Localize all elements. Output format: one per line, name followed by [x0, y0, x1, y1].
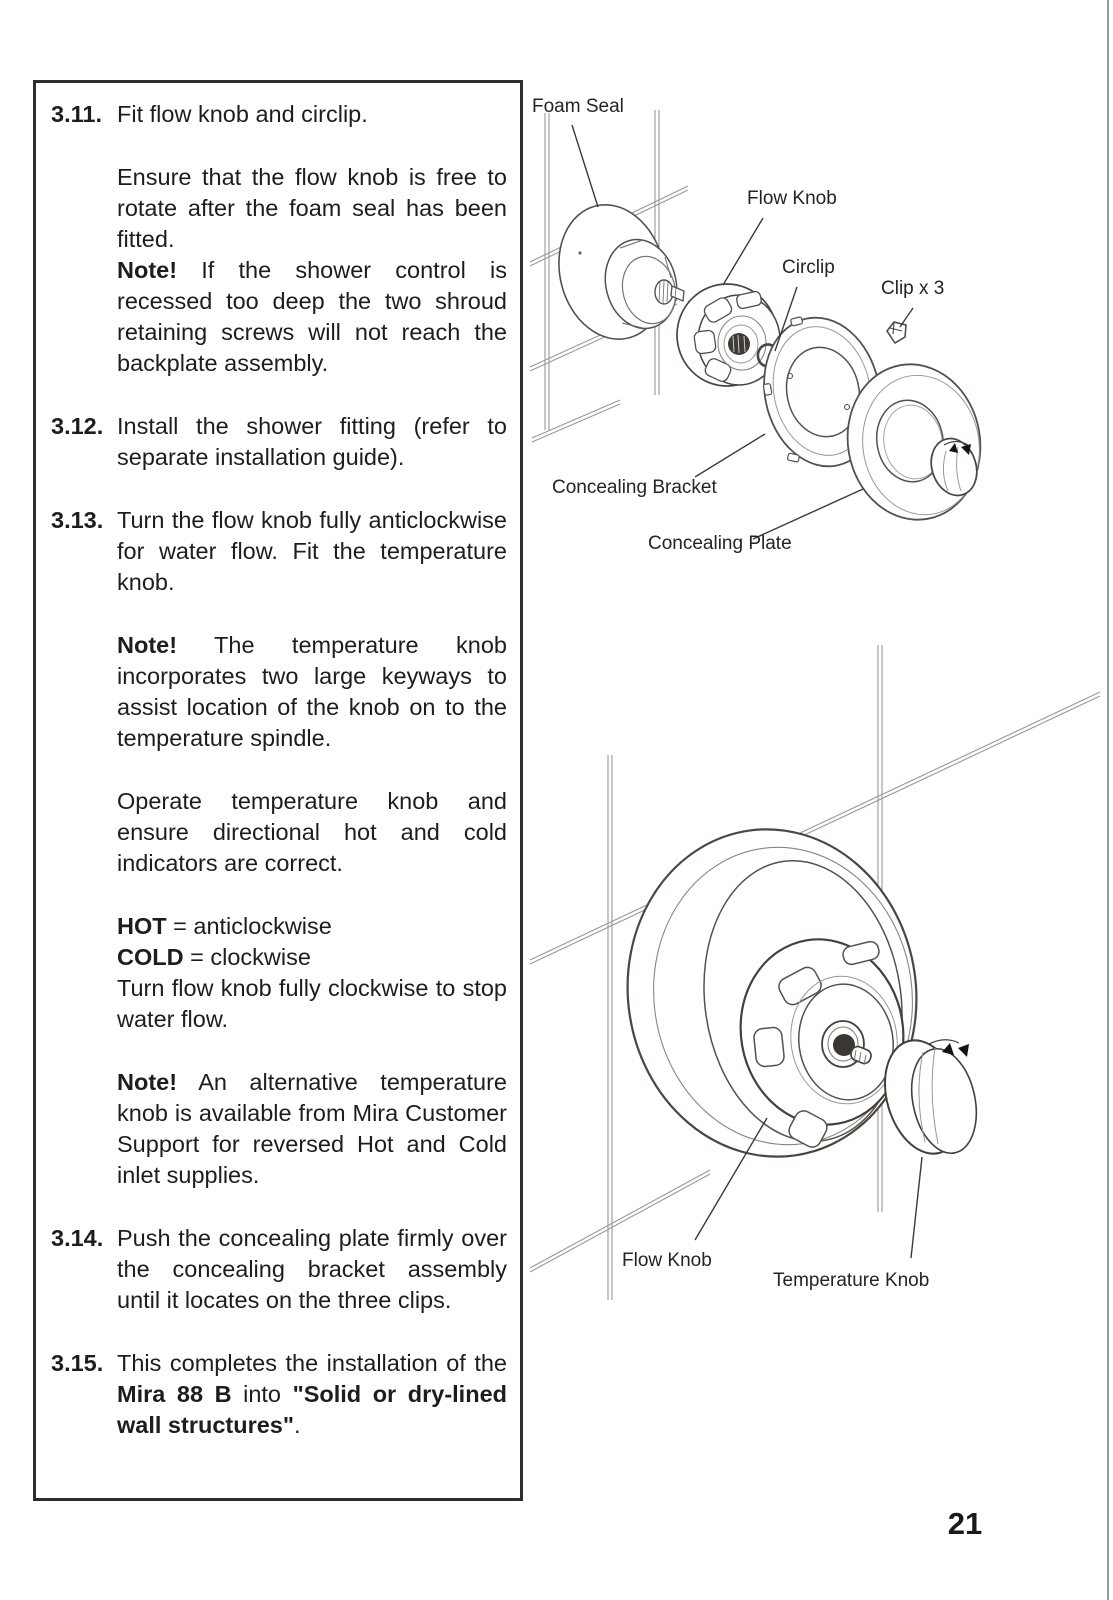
item-number: 3.12.	[51, 413, 104, 439]
hot-direction-line: HOT = anticlockwise	[117, 913, 332, 939]
item-note: Note! If the shower control is recessed too deep the two shroud retaining screws will not reach the backplate assembly.	[117, 257, 507, 376]
item-number: 3.14.	[51, 1225, 104, 1251]
label-temperature-knob: Temperature Knob	[773, 1270, 930, 1291]
label-foam-seal: Foam Seal	[532, 96, 624, 117]
item-body	[117, 1348, 507, 1441]
instruction-item-3-11	[51, 99, 510, 379]
item-paragraph: Turn the flow knob fully anticlockwise for water flow. Fit the temperature knob.	[117, 507, 507, 595]
item-body	[117, 1223, 507, 1316]
cold-direction-line: COLD = clockwise	[117, 944, 311, 970]
item-paragraph: Ensure that the flow knob is free to rotate after the foam seal has been fitted.	[117, 164, 507, 252]
clip-part	[887, 322, 906, 343]
assembled-view-drawing	[525, 600, 1113, 1320]
instruction-item-3-14	[51, 1223, 510, 1316]
label-flow-knob: Flow Knob	[622, 1250, 712, 1271]
item-paragraph: Push the concealing plate firmly over the concealing bracket assembly until it locates on the three clips.	[117, 1225, 507, 1313]
item-paragraph: Fit flow knob and circlip.	[117, 101, 368, 127]
label-concealing-plate: Concealing Plate	[648, 533, 792, 554]
item-body	[117, 505, 507, 1191]
label-circlip: Circlip	[782, 257, 835, 278]
page-number: 21	[947, 1506, 983, 1541]
assembled-view-diagram	[525, 600, 1113, 1320]
label-flow-knob: Flow Knob	[747, 188, 837, 209]
item-paragraph: Operate temperature knob and ensure directional hot and cold indicators are correct.	[117, 788, 507, 876]
item-number: 3.13.	[51, 507, 104, 533]
label-concealing-bracket: Concealing Bracket	[552, 477, 717, 498]
instruction-box	[33, 80, 523, 1501]
page-edge-line	[1107, 0, 1109, 1600]
item-body	[117, 411, 507, 473]
item-body	[117, 99, 507, 379]
item-note: Note! The temperature knob incorporates two large keyways to assist location of the knob on to the temperature spindle.	[117, 632, 507, 751]
item-paragraph: This completes the installation of the Mira 88 B into "Solid or dry-lined wall structures".	[117, 1350, 507, 1438]
instruction-item-3-15	[51, 1348, 510, 1441]
instruction-item-3-13	[51, 505, 510, 1191]
item-paragraph: Install the shower fitting (refer to separate installation guide).	[117, 413, 507, 470]
instruction-item-3-12	[51, 411, 510, 473]
item-number: 3.15.	[51, 1350, 104, 1376]
label-clip-x3: Clip x 3	[881, 278, 945, 299]
item-note: Note! An alternative temperature knob is available from Mira Customer Support for reversed Hot and Cold inlet supplies.	[117, 1069, 507, 1188]
item-number: 3.11.	[51, 101, 102, 127]
item-paragraph: Turn flow knob fully clockwise to stop water flow.	[117, 975, 507, 1032]
exploded-view-diagram	[525, 85, 1113, 570]
